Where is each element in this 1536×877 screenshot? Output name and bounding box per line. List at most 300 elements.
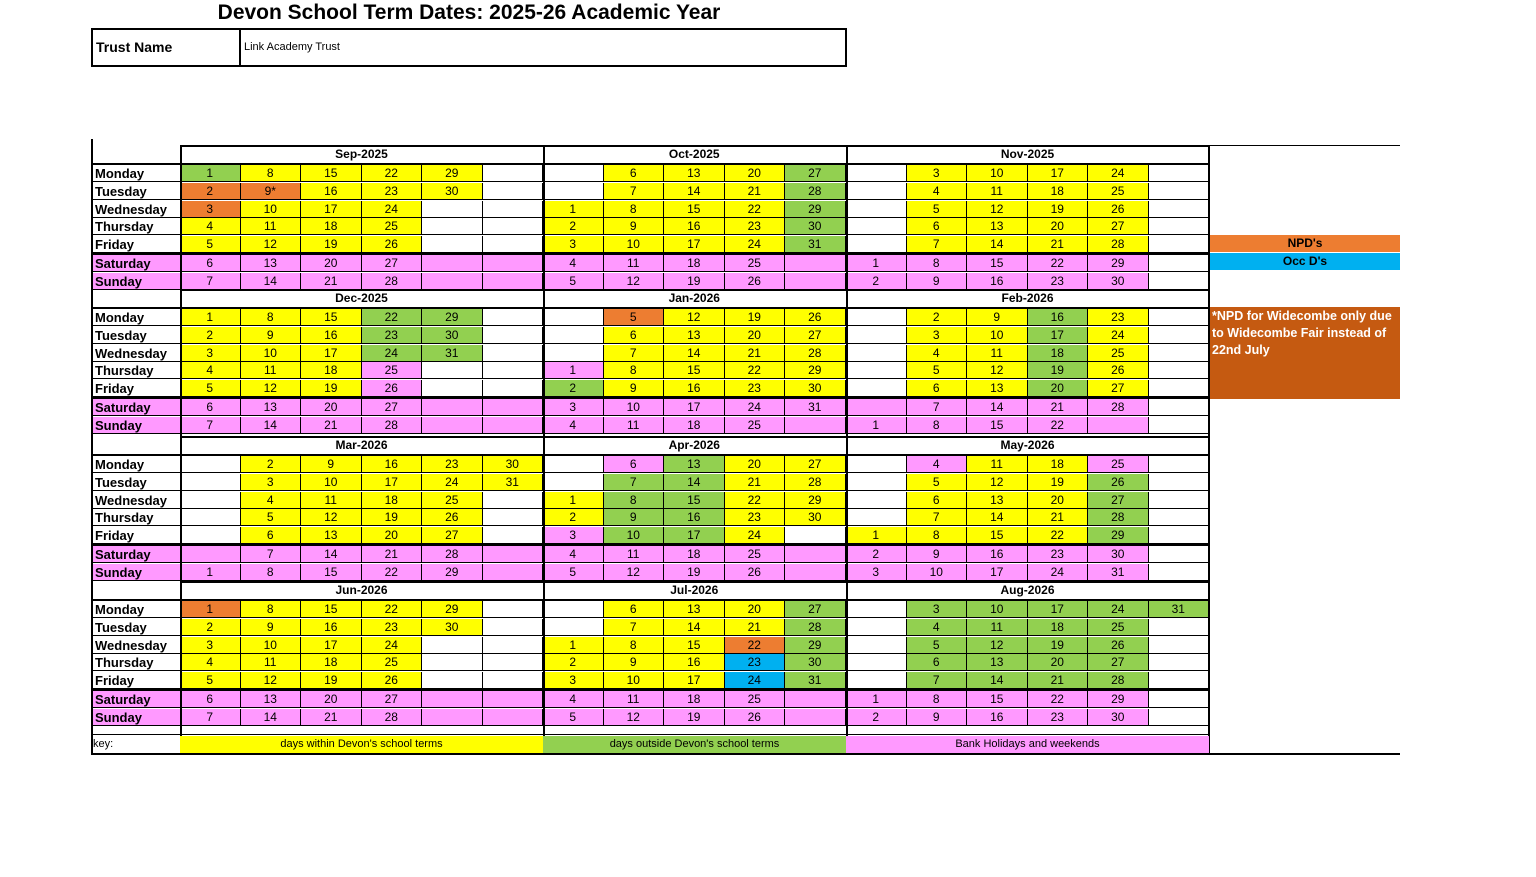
weekday-label: Thursday: [92, 362, 180, 379]
date-cell: 7: [907, 236, 968, 253]
date-cell: 29: [785, 362, 846, 379]
date-cell: 12: [604, 709, 665, 726]
date-cell: 23: [725, 654, 786, 671]
date-cell: [1088, 417, 1149, 434]
month-header: Sep-2025: [335, 147, 388, 161]
date-cell: [543, 183, 604, 200]
date-cell: 2: [241, 456, 302, 473]
date-cell: 31: [483, 474, 544, 491]
date-cell: 23: [1088, 309, 1149, 326]
date-cell: 12: [241, 236, 302, 253]
month-header: Apr-2026: [668, 438, 720, 452]
date-cell: 10: [241, 345, 302, 362]
date-cell: 3: [241, 474, 302, 491]
header-top-border: [180, 145, 1210, 147]
date-cell: 7: [604, 619, 665, 636]
date-cell: 25: [725, 417, 786, 434]
date-cell: [846, 654, 907, 671]
date-cell: 9: [907, 709, 968, 726]
date-cell: 16: [664, 654, 725, 671]
date-cell: 1: [543, 492, 604, 509]
date-cell: 3: [180, 637, 241, 654]
date-cell: 20: [1028, 218, 1089, 235]
date-cell: 28: [362, 273, 423, 290]
key-weekends: Bank Holidays and weekends: [846, 736, 1209, 753]
date-cell: 14: [664, 345, 725, 362]
header-bottom-border: [92, 454, 1210, 456]
date-cell: 25: [725, 546, 786, 563]
date-cell: 12: [604, 564, 665, 581]
date-cell: [1149, 691, 1210, 708]
month-header: Nov-2025: [1000, 147, 1055, 161]
date-cell: [422, 637, 483, 654]
date-cell: [483, 417, 544, 434]
weekday-label: Thursday: [92, 654, 180, 671]
date-cell: 23: [725, 509, 786, 526]
date-cell: 2: [180, 183, 241, 200]
date-cell: 30: [483, 456, 544, 473]
date-cell: [180, 492, 241, 509]
date-cell: [483, 654, 544, 671]
month-header: Jul-2026: [670, 583, 719, 597]
date-cell: [1149, 273, 1210, 290]
date-cell: 24: [1028, 564, 1089, 581]
weekday-label: Wednesday: [92, 201, 180, 218]
date-cell: 20: [1028, 492, 1089, 509]
date-cell: 27: [1088, 654, 1149, 671]
date-cell: 13: [241, 691, 302, 708]
widecombe-note: *NPD for Widecombe only due to Widecombe Fair instead of 22nd July: [1210, 307, 1400, 399]
date-cell: [846, 474, 907, 491]
date-cell: 29: [1088, 527, 1149, 544]
date-cell: 20: [301, 691, 362, 708]
date-cell: 4: [543, 691, 604, 708]
date-cell: 26: [725, 564, 786, 581]
date-cell: 3: [180, 201, 241, 218]
date-cell: 29: [422, 564, 483, 581]
date-cell: 10: [967, 601, 1028, 618]
date-cell: 25: [1088, 345, 1149, 362]
date-cell: 27: [785, 456, 846, 473]
date-cell: 10: [604, 672, 665, 689]
date-cell: 30: [785, 218, 846, 235]
date-cell: 12: [241, 672, 302, 689]
date-cell: 15: [301, 309, 362, 326]
date-cell: 25: [362, 362, 423, 379]
date-cell: 22: [725, 201, 786, 218]
date-cell: 26: [1088, 637, 1149, 654]
date-cell: 13: [664, 456, 725, 473]
date-cell: 28: [785, 474, 846, 491]
date-cell: 18: [362, 492, 423, 509]
date-cell: 27: [1088, 492, 1149, 509]
date-cell: 6: [180, 691, 241, 708]
date-cell: [180, 546, 241, 563]
date-cell: 8: [241, 165, 302, 182]
date-cell: 18: [1028, 456, 1089, 473]
date-cell: 30: [1088, 709, 1149, 726]
date-cell: [543, 456, 604, 473]
weekday-label: Saturday: [92, 399, 180, 416]
date-cell: 1: [180, 601, 241, 618]
date-cell: 1: [846, 255, 907, 272]
date-cell: 31: [422, 345, 483, 362]
date-cell: [422, 399, 483, 416]
date-cell: [1149, 417, 1210, 434]
date-cell: 24: [1088, 165, 1149, 182]
date-cell: 20: [725, 456, 786, 473]
date-cell: 17: [967, 564, 1028, 581]
date-cell: 9: [967, 309, 1028, 326]
weekday-label: Tuesday: [92, 183, 180, 200]
date-cell: [785, 709, 846, 726]
date-cell: 26: [725, 273, 786, 290]
date-cell: [422, 380, 483, 397]
date-cell: [846, 509, 907, 526]
date-cell: 10: [604, 236, 665, 253]
date-cell: 13: [301, 527, 362, 544]
weekday-label: Saturday: [92, 691, 180, 708]
date-cell: [180, 474, 241, 491]
date-cell: 20: [1028, 380, 1089, 397]
date-cell: 18: [301, 362, 362, 379]
date-cell: 1: [543, 637, 604, 654]
date-cell: [1149, 509, 1210, 526]
date-cell: [543, 619, 604, 636]
date-cell: 30: [422, 183, 483, 200]
date-cell: 4: [543, 255, 604, 272]
date-cell: 15: [664, 201, 725, 218]
date-cell: [846, 672, 907, 689]
date-cell: 5: [543, 273, 604, 290]
date-cell: 4: [180, 218, 241, 235]
date-cell: [1149, 183, 1210, 200]
date-cell: 6: [604, 601, 665, 618]
date-cell: 21: [725, 474, 786, 491]
date-cell: 20: [725, 601, 786, 618]
weekday-label: Wednesday: [92, 345, 180, 362]
date-cell: 18: [301, 218, 362, 235]
month-header: May-2026: [1000, 438, 1055, 452]
month-divider: [846, 145, 848, 755]
weekday-label: Friday: [92, 236, 180, 253]
date-cell: [180, 527, 241, 544]
date-cell: [543, 309, 604, 326]
date-cell: [1149, 672, 1210, 689]
date-cell: 2: [543, 509, 604, 526]
date-cell: 22: [1028, 527, 1089, 544]
month-header: Mar-2026: [335, 438, 388, 452]
date-cell: 1: [180, 165, 241, 182]
date-cell: 16: [967, 709, 1028, 726]
date-cell: [1149, 165, 1210, 182]
weekend-border: [92, 689, 1210, 691]
date-cell: 28: [1088, 509, 1149, 526]
date-cell: [422, 672, 483, 689]
date-cell: [180, 456, 241, 473]
date-cell: 22: [725, 362, 786, 379]
date-cell: [422, 654, 483, 671]
weekday-label: Saturday: [92, 546, 180, 563]
date-cell: 25: [1088, 619, 1149, 636]
month-divider: [543, 145, 545, 755]
date-cell: 15: [301, 564, 362, 581]
date-cell: [785, 527, 846, 544]
date-cell: 21: [301, 417, 362, 434]
date-cell: 15: [967, 255, 1028, 272]
weekday-label: Monday: [92, 601, 180, 618]
date-cell: [785, 273, 846, 290]
date-cell: 20: [725, 165, 786, 182]
date-cell: 21: [1028, 509, 1089, 526]
date-cell: 25: [725, 691, 786, 708]
date-cell: 5: [180, 672, 241, 689]
date-cell: [1149, 380, 1210, 397]
date-cell: 3: [907, 601, 968, 618]
date-cell: 17: [664, 236, 725, 253]
date-cell: [1149, 345, 1210, 362]
date-cell: 8: [604, 492, 665, 509]
date-cell: 21: [725, 345, 786, 362]
weekday-label: Thursday: [92, 218, 180, 235]
date-cell: 22: [362, 165, 423, 182]
date-cell: 18: [664, 691, 725, 708]
date-cell: 24: [422, 474, 483, 491]
date-cell: 26: [422, 509, 483, 526]
weekday-label: Wednesday: [92, 637, 180, 654]
header-top-border: [180, 436, 1210, 438]
date-cell: [483, 309, 544, 326]
date-cell: 24: [725, 399, 786, 416]
date-cell: 16: [1028, 309, 1089, 326]
date-cell: [785, 255, 846, 272]
date-cell: 30: [785, 654, 846, 671]
date-cell: 16: [664, 380, 725, 397]
date-cell: 14: [241, 273, 302, 290]
date-cell: 6: [907, 380, 968, 397]
weekday-label: Monday: [92, 165, 180, 182]
date-cell: 14: [241, 417, 302, 434]
month-divider: [180, 145, 182, 755]
date-cell: 9: [604, 654, 665, 671]
date-cell: 31: [1088, 564, 1149, 581]
date-cell: 8: [241, 601, 302, 618]
date-cell: 14: [967, 236, 1028, 253]
date-cell: 22: [362, 601, 423, 618]
date-cell: [483, 509, 544, 526]
weekday-label: Tuesday: [92, 619, 180, 636]
trust-name-value[interactable]: Link Academy Trust: [244, 41, 340, 53]
date-cell: [1149, 456, 1210, 473]
date-cell: 10: [907, 564, 968, 581]
date-cell: 18: [1028, 619, 1089, 636]
date-cell: 24: [362, 637, 423, 654]
date-cell: 19: [301, 380, 362, 397]
date-cell: 1: [543, 362, 604, 379]
month-header: Jan-2026: [668, 291, 720, 305]
date-cell: 9: [241, 327, 302, 344]
key-term-days: days within Devon's school terms: [180, 736, 543, 753]
date-cell: 7: [604, 345, 665, 362]
month-header: Aug-2026: [1000, 583, 1055, 597]
date-cell: 24: [725, 527, 786, 544]
date-cell: 31: [785, 399, 846, 416]
date-cell: 16: [301, 183, 362, 200]
date-cell: 15: [301, 165, 362, 182]
date-cell: 17: [664, 399, 725, 416]
date-cell: 19: [1028, 637, 1089, 654]
date-cell: 25: [362, 654, 423, 671]
date-cell: 5: [543, 564, 604, 581]
weekday-label: Tuesday: [92, 474, 180, 491]
date-cell: 5: [180, 380, 241, 397]
date-cell: [483, 165, 544, 182]
date-cell: [846, 362, 907, 379]
date-cell: 3: [846, 564, 907, 581]
date-cell: 23: [1028, 546, 1089, 563]
left-border: [91, 139, 93, 755]
date-cell: 13: [241, 255, 302, 272]
date-cell: 27: [785, 327, 846, 344]
date-cell: 28: [422, 546, 483, 563]
key-bottom-line: [91, 753, 1400, 755]
date-cell: 29: [422, 309, 483, 326]
date-cell: 12: [967, 637, 1028, 654]
date-cell: 13: [664, 165, 725, 182]
date-cell: [846, 201, 907, 218]
date-cell: 3: [543, 672, 604, 689]
date-cell: 4: [543, 546, 604, 563]
date-cell: 5: [180, 236, 241, 253]
date-cell: [483, 218, 544, 235]
date-cell: 6: [907, 218, 968, 235]
date-cell: 29: [422, 165, 483, 182]
date-cell: 10: [604, 399, 665, 416]
date-cell: [543, 165, 604, 182]
date-cell: 28: [1088, 236, 1149, 253]
date-cell: 23: [362, 183, 423, 200]
date-cell: 3: [543, 236, 604, 253]
date-cell: 2: [846, 273, 907, 290]
date-cell: 29: [785, 201, 846, 218]
date-cell: 27: [362, 399, 423, 416]
date-cell: 3: [543, 399, 604, 416]
date-cell: 11: [301, 492, 362, 509]
page-title: Devon School Term Dates: 2025-26 Academic Year: [217, 1, 721, 24]
date-cell: 30: [422, 327, 483, 344]
date-cell: 2: [543, 380, 604, 397]
date-cell: 2: [180, 327, 241, 344]
date-cell: [180, 509, 241, 526]
date-cell: 12: [967, 474, 1028, 491]
date-cell: 11: [967, 345, 1028, 362]
weekday-label: Tuesday: [92, 327, 180, 344]
date-cell: 12: [241, 380, 302, 397]
legend-npd: NPD's: [1210, 235, 1400, 252]
date-cell: 17: [664, 672, 725, 689]
date-cell: 12: [967, 201, 1028, 218]
weekday-label: Friday: [92, 527, 180, 544]
date-cell: 28: [785, 183, 846, 200]
date-cell: 8: [907, 527, 968, 544]
date-cell: 10: [967, 165, 1028, 182]
date-cell: 11: [967, 456, 1028, 473]
date-cell: [1149, 399, 1210, 416]
date-cell: [483, 709, 544, 726]
date-cell: [483, 637, 544, 654]
date-cell: 14: [241, 709, 302, 726]
date-cell: 4: [180, 362, 241, 379]
date-cell: 7: [907, 672, 968, 689]
weekday-label: Wednesday: [92, 492, 180, 509]
date-cell: 13: [967, 492, 1028, 509]
date-cell: [543, 601, 604, 618]
date-cell: 3: [907, 327, 968, 344]
date-cell: 6: [604, 327, 665, 344]
date-cell: 20: [362, 527, 423, 544]
date-cell: 27: [785, 165, 846, 182]
date-cell: 30: [1088, 546, 1149, 563]
date-cell: 5: [907, 201, 968, 218]
weekday-label: Saturday: [92, 255, 180, 272]
date-cell: 20: [725, 327, 786, 344]
date-cell: 22: [362, 564, 423, 581]
date-cell: 18: [664, 546, 725, 563]
weekend-border: [92, 253, 1210, 255]
weekday-label: Sunday: [92, 564, 180, 581]
date-cell: 3: [180, 345, 241, 362]
date-cell: [846, 236, 907, 253]
date-cell: 9: [604, 509, 665, 526]
date-cell: [422, 236, 483, 253]
date-cell: 26: [362, 672, 423, 689]
date-cell: 22: [1028, 417, 1089, 434]
date-cell: 30: [785, 509, 846, 526]
date-cell: [785, 417, 846, 434]
date-cell: 28: [362, 709, 423, 726]
date-cell: 30: [1088, 273, 1149, 290]
date-cell: 1: [846, 417, 907, 434]
date-cell: 4: [907, 345, 968, 362]
date-cell: 6: [907, 654, 968, 671]
date-cell: 19: [1028, 362, 1089, 379]
date-cell: 20: [301, 255, 362, 272]
date-cell: [543, 474, 604, 491]
table-top-line: [1210, 145, 1400, 146]
date-cell: 6: [241, 527, 302, 544]
date-cell: 8: [604, 637, 665, 654]
date-cell: [1149, 236, 1210, 253]
date-cell: 10: [604, 527, 665, 544]
date-cell: 28: [1088, 399, 1149, 416]
date-cell: 14: [664, 183, 725, 200]
date-cell: 14: [301, 546, 362, 563]
date-cell: 11: [604, 255, 665, 272]
date-cell: 10: [241, 637, 302, 654]
date-cell: [422, 362, 483, 379]
date-cell: 11: [604, 691, 665, 708]
date-cell: [1149, 327, 1210, 344]
date-cell: 21: [1028, 236, 1089, 253]
date-cell: 8: [907, 417, 968, 434]
date-cell: 21: [725, 619, 786, 636]
date-cell: [483, 183, 544, 200]
date-cell: 6: [180, 399, 241, 416]
month-header: Dec-2025: [335, 291, 388, 305]
weekday-label: Sunday: [92, 273, 180, 290]
date-cell: [1149, 654, 1210, 671]
date-cell: [422, 691, 483, 708]
